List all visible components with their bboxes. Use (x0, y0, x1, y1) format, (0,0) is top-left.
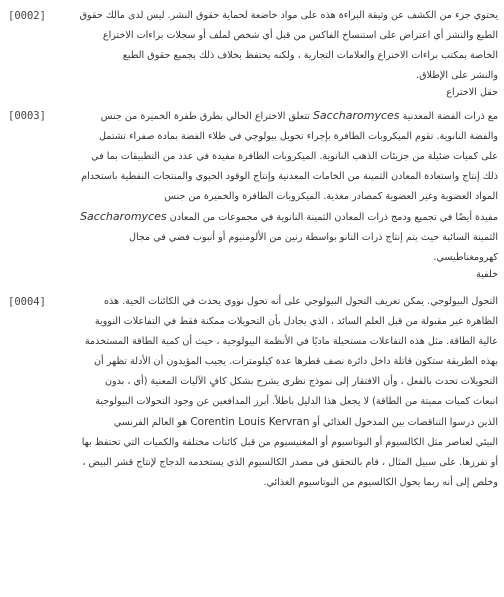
person-name: Corentin Louis Kervran (190, 416, 310, 428)
paragraph-text (58, 106, 498, 268)
text-line: انبعاث كميات مميتة من الطاقة) لا يجعل هذا الدليل باطلاً. أبرز المدافعين عن وجود التحولات البيولوجية (95, 396, 498, 407)
section-heading-field: حقل الاختراع (446, 87, 498, 98)
text-line: ذلك إنتاج واستعادة المعادن الثمينة من الخامات المعدنية وإنتاج الوقود الحيوي والمنتجات النفطية باستخدام (81, 171, 498, 182)
text-line: المواد العضوية وغير العضوية كمصادر مغذية. الميكروبات الطافرة والخميرة من جنس (164, 191, 498, 202)
text-line (58, 412, 498, 433)
text-line (58, 207, 498, 228)
text-segment: مفيدة أيضًا في تجميع ودمج ذرات المعادن الثمينة النانوية في مجموعات من المعادن (169, 212, 498, 223)
text-line: وخلص إلى أنه ربما يحول الكالسيوم من البوتاسيوم الغذائي. (263, 477, 498, 488)
text-line (58, 106, 498, 127)
paragraph-number: [0003] (8, 110, 46, 122)
paragraph-number: [0004] (8, 296, 46, 308)
text-line: التحول البيولوجي. يمكن تعريف التحول البيولوجي على أنه تحول نووي يحدث في الكائنات الحية. هذه (103, 296, 498, 307)
text-line: بهذه الطريقة ستكون قاتلة داخل دائرة نصف قطرها عدة كيلومترات. يجيب المؤيدون أن الأدلة تظهر أن (93, 356, 498, 367)
text-line: يحتوي جزء من الكشف عن وثيقة البراءة هذه على مواد خاضعة لحماية حقوق النشر. ليس لدى مالك حقوق (79, 10, 498, 21)
text-line: على كميات ضئيلة من جزيئات الذهب النانوية. الميكروبات الطافرة مفيدة في عدد من التطبيقات بما في (91, 151, 498, 162)
text-segment: الذين درسوا التناقضات بين المدخول الغذائي أو (312, 417, 498, 428)
text-line: الثمينة السائبة حيث يتم إنتاج ذرات النانو بواسطة رنين من الألومنيوم أو أنبوب فضي في مجال (128, 232, 498, 243)
text-line: البيئي لعناصر مثل الكالسيوم أو البوتاسيوم أو المغنيسيوم من قبل كائنات مختلفة والكميات التي تحتفظ بها (81, 437, 498, 448)
text-line: والنشر على الإطلاق. (416, 70, 498, 81)
paragraph-text (58, 6, 498, 86)
latin-term: Saccharomyces (312, 109, 400, 122)
text-line: كهرومغناطيسي. (433, 252, 498, 263)
text-segment: مع ذرات الفضة المعدنية (402, 111, 498, 122)
text-line: عالية الطاقة. مثل هذه التفاعلات مستحيلة ماديًا في الأنظمة البيولوجية ، حيث أن كمية الطاقة المستخدمة (84, 336, 498, 347)
latin-term: Saccharomyces (80, 210, 167, 223)
text-line: الخاصة بمكتب براءات الاختراع والعلامات التجارية ، ولكنه يحتفظ بخلاف ذلك بجميع حقوق الطبع (122, 50, 498, 61)
paragraph-number: [0002] (8, 10, 46, 22)
text-segment: تتعلق الاختراع الحالي بطرق طفرة الخميرة من جنس (100, 111, 310, 122)
text-line: الظاهرة غير مقبولة من قبل العلم السائد ، الذي يجادل بأن التحويلات ممكنة فقط في التفاعلات النووية (94, 316, 498, 327)
text-line: والفضة النانوية. تقوم الميكروبات الطافرة بإجراء تحويل بيولوجي في طلاء الفضة بمادة صفراء تشتمل (99, 131, 498, 142)
text-segment: هو العالم الفرنسي (113, 417, 188, 428)
text-line: التحويلات تحدث بالفعل ، وأن الافتقار إلى نموذج نظري يشرح بشكل كافٍ الآليات المعنية (أي ، بدون (104, 376, 498, 387)
paragraph-0004 (8, 292, 498, 493)
paragraph-0002 (8, 6, 498, 86)
paragraph-text (58, 292, 498, 493)
paragraph-0003 (8, 106, 498, 268)
text-line: الطبع والنشر أي اعتراض على استنساخ الفاكس من قبل أي شخص لملف أو سجلات براءات الاختراع (102, 30, 498, 41)
section-heading-background: خلفية (476, 269, 498, 280)
text-line: أو تفرزها. على سبيل المثال ، قام بالتحقق في مصدر الكالسيوم الذي يستخدمه الدجاج لإنتاج قشر البيض ، (82, 457, 498, 468)
